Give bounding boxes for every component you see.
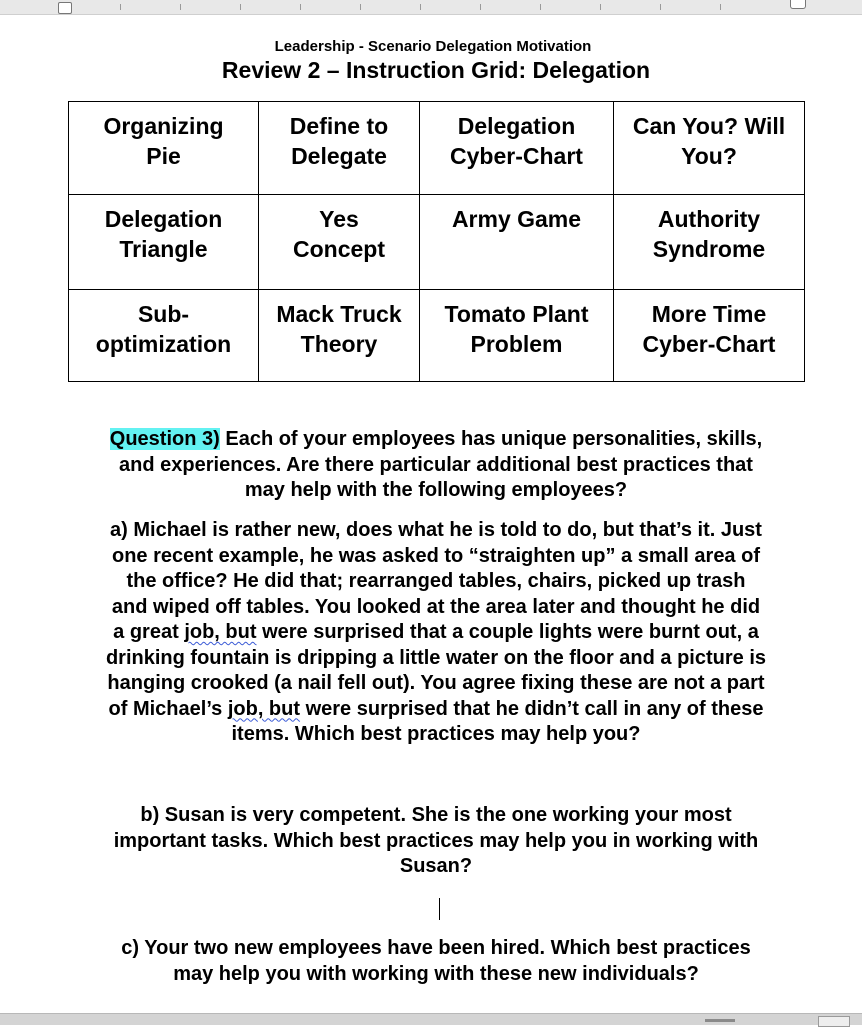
text-cursor	[439, 898, 440, 920]
grid-cell: Delegation Triangle	[69, 195, 259, 290]
document-title: Review 2 – Instruction Grid: Delegation	[221, 57, 651, 83]
ruler-tick	[420, 4, 421, 10]
ruler-tick	[660, 4, 661, 10]
grammar-flag[interactable]: job, but	[184, 621, 257, 643]
ruler-tick	[600, 4, 601, 10]
grid-row	[69, 290, 805, 382]
ruler-tick	[480, 4, 481, 10]
question-3[interactable]: Question 3) Each of your employees has unique personalities, skills, and experiences. Are there particular additional best practices that may help with the following employees?	[109, 428, 763, 501]
grid-cell: Yes Concept	[259, 195, 420, 290]
grid-cell: Can You? Will You?	[614, 102, 805, 195]
right-indent-marker[interactable]	[790, 0, 806, 9]
grid-row	[69, 102, 805, 195]
ruler-tick	[720, 4, 721, 10]
grid-cell: Authority Syndrome	[614, 195, 805, 290]
question-part-c[interactable]: c) Your two new employees have been hired. Which best practices may help you with working with these new individuals?	[121, 937, 751, 985]
view-mode-icon[interactable]	[818, 1016, 850, 1027]
grid-cell: Delegation Cyber-Chart	[420, 102, 614, 195]
ruler-tick	[300, 4, 301, 10]
grid-cell: More Time Cyber-Chart	[614, 290, 805, 382]
question-3-label: Question 3)	[109, 428, 220, 450]
grid-cell: Sub- optimization	[69, 290, 259, 382]
grid-cell: Army Game	[420, 195, 614, 290]
grid-cell: Organizing Pie	[69, 102, 259, 195]
scrollbar-thumb[interactable]	[705, 1019, 735, 1022]
ruler-tick	[120, 4, 121, 10]
grammar-flag[interactable]: job, but	[227, 697, 301, 720]
grid-cell: Tomato Plant Problem	[420, 290, 614, 382]
horizontal-ruler[interactable]	[0, 0, 862, 15]
horizontal-scrollbar[interactable]	[0, 1013, 862, 1025]
left-indent-marker[interactable]	[58, 2, 72, 14]
ruler-tick	[360, 4, 361, 10]
instruction-grid	[68, 101, 805, 382]
grid-cell: Define to Delegate	[259, 102, 420, 195]
grid-cell: Mack Truck Theory	[259, 290, 420, 382]
grid-row	[69, 195, 805, 290]
ruler-tick	[240, 4, 241, 10]
question-part-b[interactable]: b) Susan is very competent. She is the one working your most important tasks. Which best practices may help you in working with Susan?	[113, 804, 759, 877]
ruler-tick	[540, 4, 541, 10]
question-part-a[interactable]: a) Michael is rather new, does what he is told to do, but that’s it. Just one recent example, he was asked to “straighten up” a small area of the office? He did that; rearranged tables, chairs, picked up trash and wiped off tables. You looked at the area later and thought he did a great job, but were surprised that a couple lights were burnt out, a drinking fountain is dripping a little water on the floor and a picture is hanging crooked (a nail fell out). You agree fixing these are not a part of Michael’s job, but were surprised that he didn’t call in any of these items. Which best practices may help you?	[105, 519, 767, 745]
ruler-tick	[180, 4, 181, 10]
document-subtitle: Leadership - Scenario Delegation Motivation	[274, 38, 592, 55]
